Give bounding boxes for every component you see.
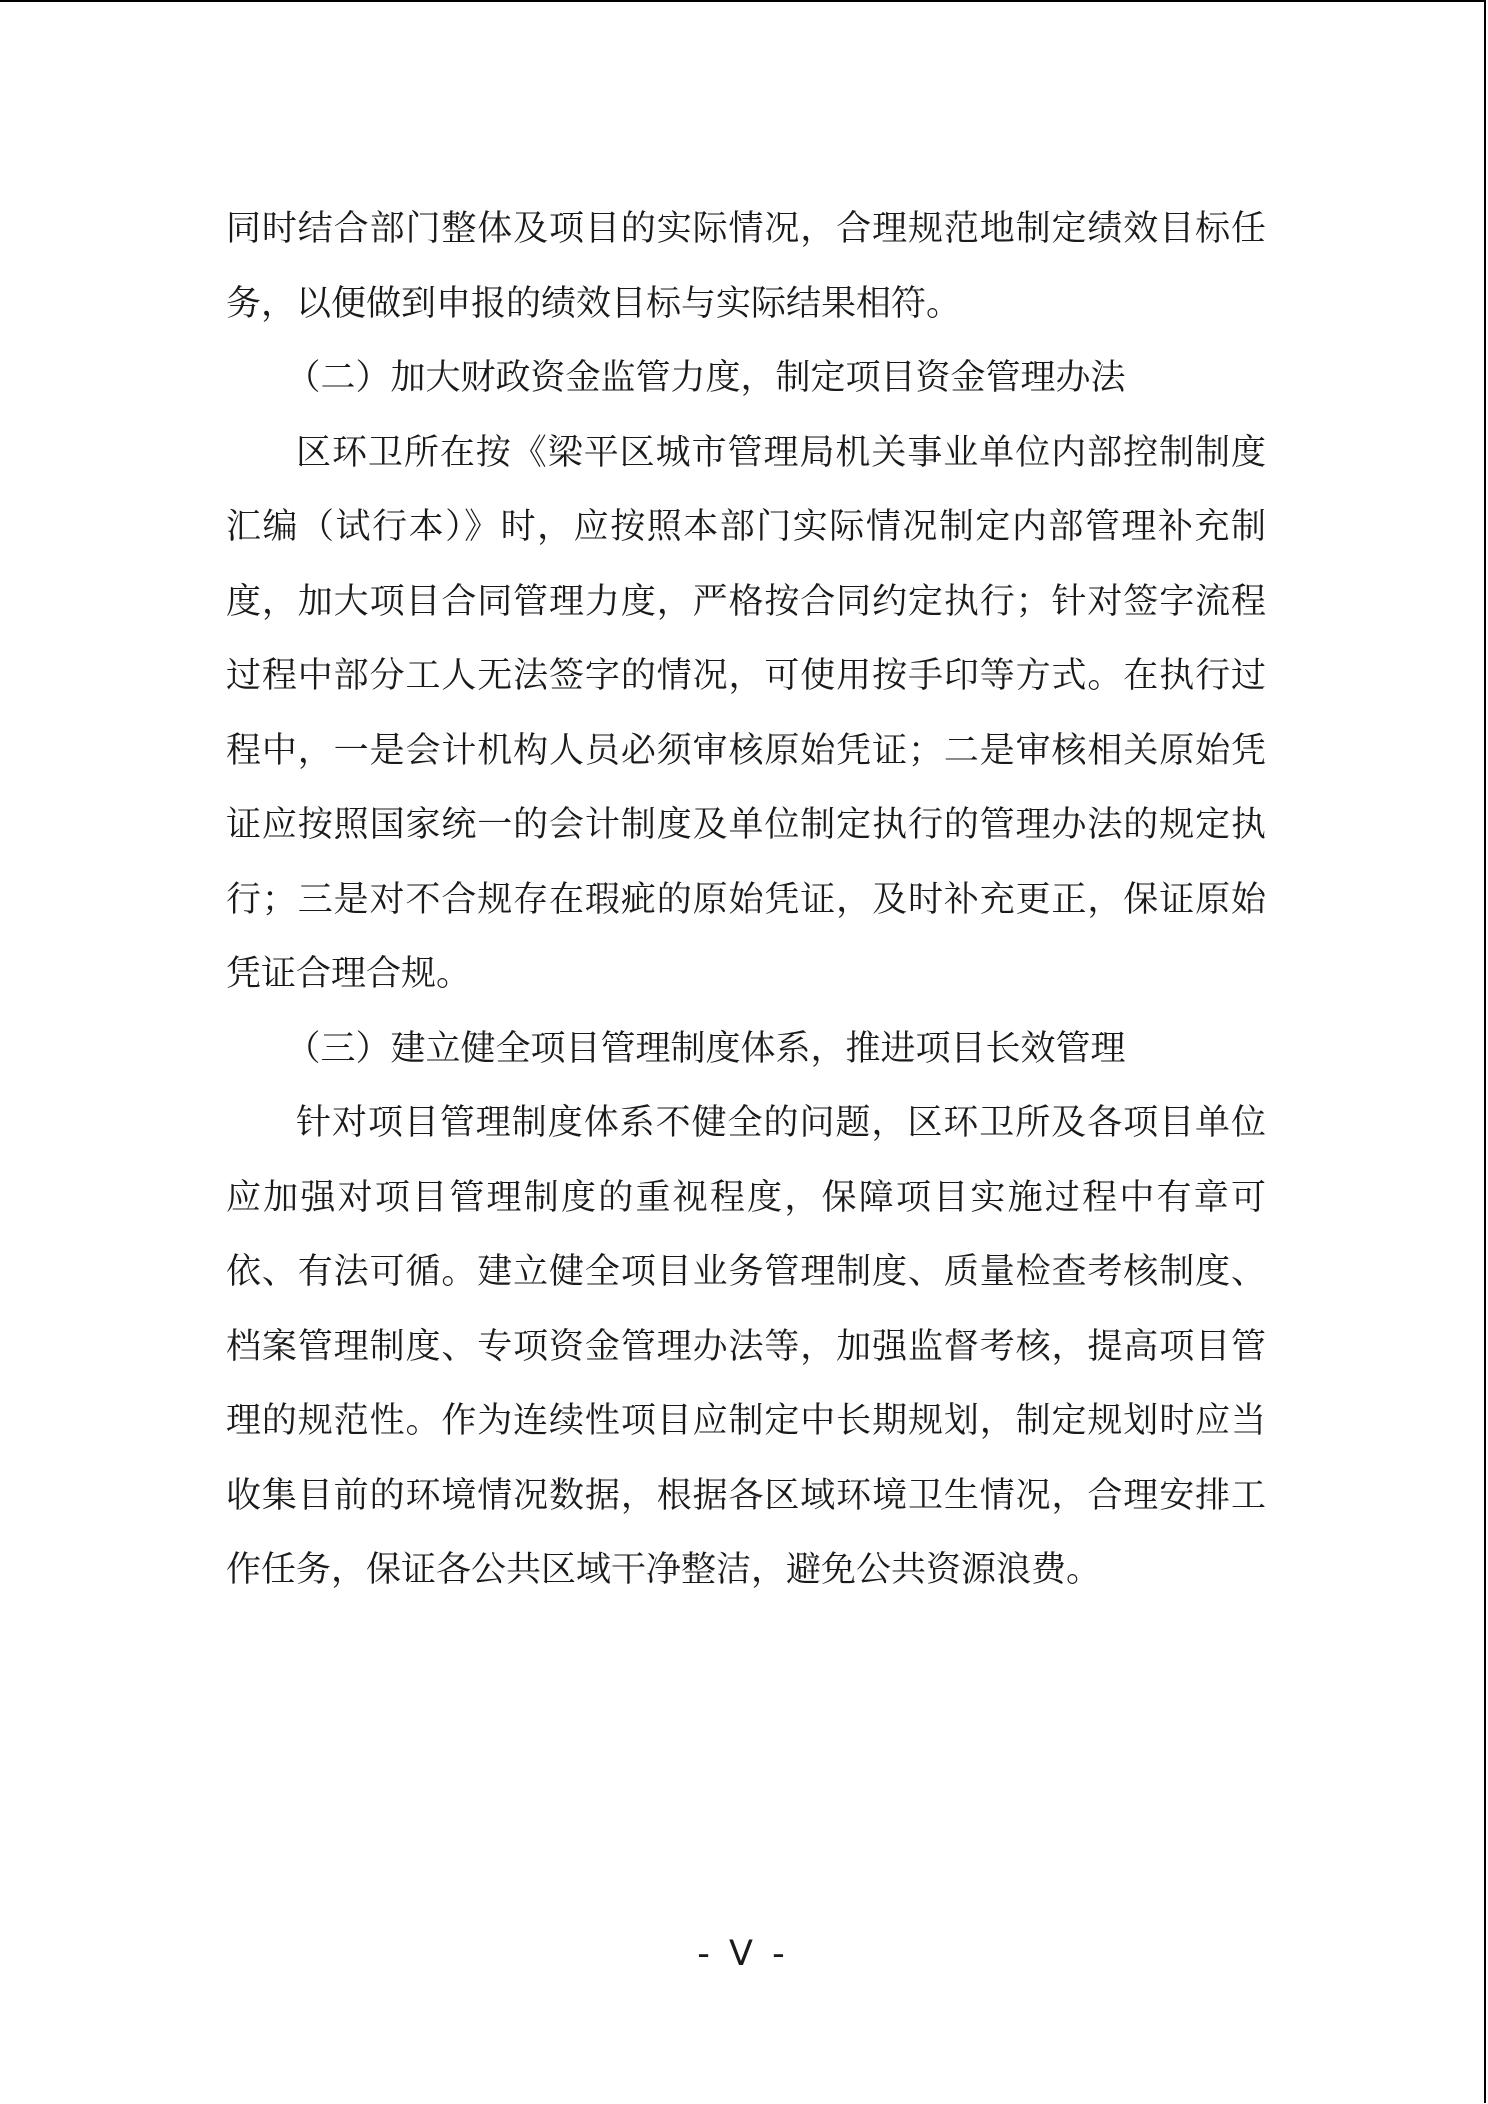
section-heading-3: （三）建立健全项目管理制度体系，推进项目长效管理	[285, 1028, 1126, 1069]
paragraph-fund-supervision: 区环卫所在按《梁平区城市管理局机关事业单位内部控制制度汇编（试行本）》时，应按照本部门实际情况制定内部管理补充制度，加大项目合同管理力度，严格按合同约定执行；针对签字流程过程中部分工人无法签字的情况，可使用按手印等方式。在执行过程中，一是会计机构人员必须审核原始凭证；二是审核相关原始凭证应按照国家统一的会计制度及单位制定执行的管理办法的规定执行；三是对不合规存在瑕疵的原始凭证，及时补充更正，保证原始凭证合理合规。	[226, 432, 1266, 994]
paragraph-continuation: 同时结合部门整体及项目的实际情况，合理规范地制定绩效目标任务，以便做到申报的绩效目标与实际结果相符。	[226, 209, 1266, 324]
page-number: - V -	[697, 1934, 789, 1974]
section-heading-2: （二）加大财政资金监管力度，制定项目资金管理办法	[285, 358, 1126, 398]
document-body	[226, 192, 1266, 1608]
paragraph-management-system: 针对项目管理制度体系不健全的问题，区环卫所及各项目单位应加强对项目管理制度的重视程度，保障项目实施过程中有章可依、有法可循。建立健全项目业务管理制度、质量检查考核制度、档案管理制度、专项资金管理办法等，加强监督考核，提高项目管理的规范性。作为连续性项目应制定中长期规划，制定规划时应当收集目前的环境情况数据，根据各区域环境卫生情况，合理安排工作任务，保证各公共区域干净整洁，避免公共资源浪费。	[226, 1103, 1266, 1590]
